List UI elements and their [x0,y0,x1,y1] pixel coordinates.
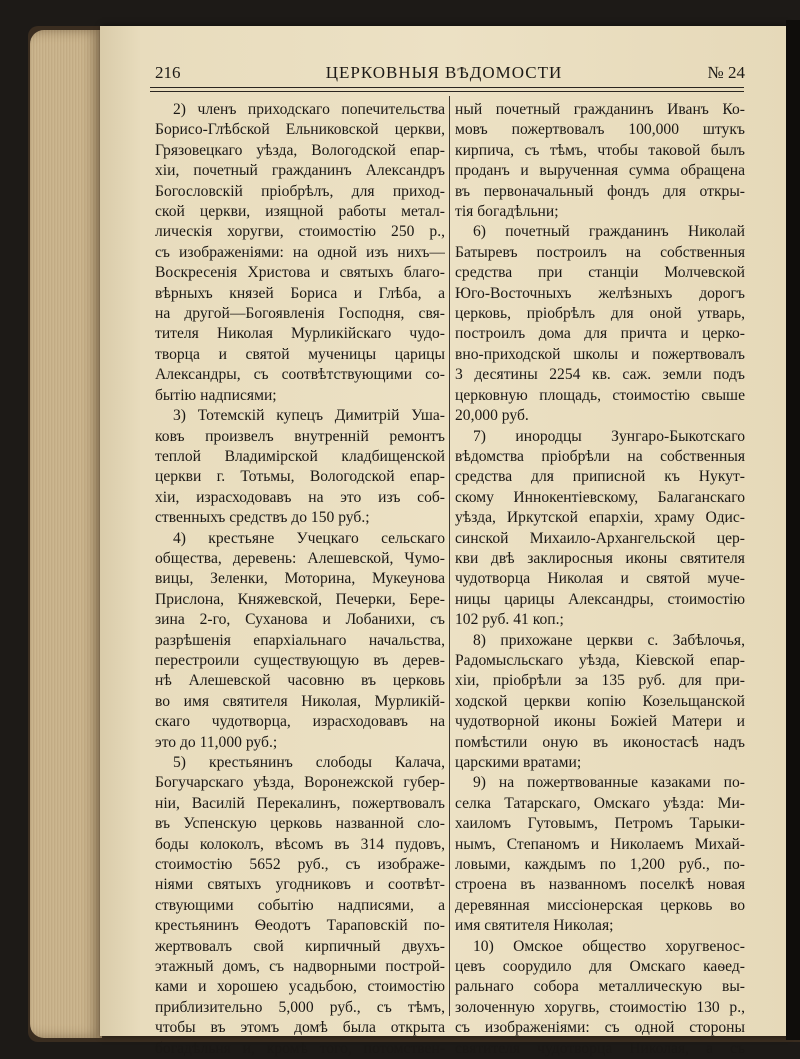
text-line: Богословскій пріобрѣлъ, для приход- [155,182,445,200]
text-line: скаго чудотворца, израсходовавъ на [155,713,445,731]
text-line: 6) почетный гражданинъ Николай [473,223,745,241]
text-line: строена въ названномъ поселкѣ новая [455,876,745,894]
text-line: 4) крестьяне Учецкаго сельскаго [173,529,445,547]
text-line: хіи, израсходовавъ на это изъ соб- [155,488,445,506]
text-line: общества, деревень: Алешевской, Чумо- [155,549,445,567]
text-line: 10) Омское общество хоругвенос- [473,937,745,955]
text-line: приблизительно 5,000 руб., съ тѣмъ, [155,998,445,1016]
text-line: съ изображеніями: на одной изъ нихъ— [155,243,445,261]
text-line: творца и святой мученицы царицы [155,345,445,363]
text-line: стоимостію 5652 руб., съ изображе- [155,856,445,874]
text-line: царскими вратами; [455,754,582,771]
text-line: боды колоколъ, вѣсомъ въ 314 пудовъ, [155,835,445,853]
text-line: 5) крестьянинъ слободы Калача, [173,754,445,771]
text-line: тія богадѣльни; [455,203,559,221]
text-line: вно-приходской школы и пожертвовалъ [455,345,745,363]
text-line: Борисо-Глѣбской Ельниковской церкви, [155,121,445,139]
text-line: жертвовалъ свой кирпичный двухъ- [155,937,445,955]
text-line: Богучарскаго уѣзда, Воронежской губер- [155,774,445,792]
text-line: ковъ произвелъ внутренній ремонтъ [155,427,445,445]
text-line: 7) инородцы Зунгаро-Быкотскаго [473,427,745,445]
issue-number: № 24 [707,63,745,82]
text-line: построилъ дома для причта и церко- [455,325,745,343]
text-line: ской церкви, изящной работы метал- [155,203,445,221]
text-line: 102 руб. 41 коп.; [455,611,564,629]
text-line: крестьянинъ Ѳеодотъ Тараповскій по- [155,917,445,935]
text-line: святителя чудотворца Николая, а съ [455,1039,745,1057]
text-line: селка Татарскаго, Омскаго уѣзда: Ми- [455,794,745,812]
left-column [155,100,445,1057]
text-line: бытію надписями; [155,386,277,404]
text-line: это до 11,000 руб.; [155,733,278,751]
text-line: проданъ и вырученная сумма обращена [455,162,745,180]
text-line: хіи, почетный гражданинъ Александръ [155,162,445,180]
text-line: нѣ Алешевской часовню въ церковь [155,672,445,690]
text-line: ницы царицы Александры, стоимостію [455,590,745,608]
text-line: вѣрныхъ князей Бориса и Глѣба, а [155,284,445,302]
text-line: Радомысльскаго уѣзда, Кіевской епар- [455,651,745,669]
text-line: въ первоначальный фондъ для откры- [455,182,745,200]
text-line: 9) на пожертвованные казаками по- [473,774,745,792]
text-line: перестроили существующую въ дерев- [155,651,445,669]
text-line: средства для приписной къ Нукут- [455,468,745,486]
text-line: Прислона, Княжевской, Печерки, Бере- [155,590,445,608]
column-divider [449,96,450,1016]
text-line: этажный домъ, съ надворными построй- [155,958,445,976]
text-line: ральнаго собора металлическую вы- [455,978,745,996]
text-line: уѣзда, Иркутской епархіи, храму Одис- [455,509,745,527]
text-line: въ Успенскую церковь названной сло- [155,815,445,833]
text-line: деревянная миссіонерская церковь во [455,896,745,914]
text-line: имя святителя Николая; [455,917,614,935]
text-line: лическія хоругви, стоимостію 250 р., [155,223,445,241]
text-line: хаиломъ Гутовымъ, Петромъ Тарыки- [455,815,745,833]
text-line: ніями святыхъ угодниковъ и соотвѣт- [155,876,445,894]
text-line: 3) Тотемскій купецъ Димитрій Уша- [173,407,445,425]
text-line: ніи, Василій Перекалинъ, пожертвовалъ [155,794,445,812]
text-line: золоченную хоругвь, стоимостію 130 р., [455,998,745,1016]
text-line: кирпича, съ тѣмъ, чтобы таковой былъ [455,141,745,159]
text-line: церковную площадь, стоимостію свыше [455,386,745,404]
text-line: вицы, Зеленки, Моторина, Мукеунова [155,570,445,588]
text-line: вѣдомства пріобрѣли на собственныя [455,447,745,465]
text-line: богадѣльня и, кромѣ того, потомствен- [155,1039,445,1057]
text-line: тителя Николая Мурликійскаго чудо- [155,325,445,343]
text-line: Юго-Восточныхъ желѣзныхъ дорогъ [455,284,745,302]
text-line: Воскресенія Христова и святыхъ благо- [155,264,445,282]
text-line: зина 2-го, Суханова и Лобанихи, съ [155,611,445,629]
text-line: ный почетный гражданинъ Иванъ Ко- [455,101,745,118]
text-line: разрѣшенія епархіальнаго начальства, [155,631,445,649]
text-line: помѣстили оную въ иконостасѣ надъ [455,733,745,751]
text-line: 2) членъ приходскаго попечительства [173,101,445,118]
text-line: 3 десятины 2254 кв. саж. земли подъ [455,366,745,384]
text-line: ловыми, каждымъ по 1,200 руб., по- [455,856,745,874]
text-line: синской Михаило-Архангельской цер- [455,529,745,547]
adjacent-page-edge [786,20,800,1040]
text-line: ствующими событію надписями, а [155,896,445,914]
text-line: во имя святителя Николая, Мурликій- [155,692,445,710]
text-line: хіи, пріобрѣли за 135 руб. для при- [455,672,745,690]
text-line: чтобы въ этомъ домѣ была открыта [155,1019,445,1037]
page-edges [30,30,102,1038]
text-line: кви двѣ заклиросныя иконы святителя [455,549,745,567]
text-line: мовъ пожертвовалъ 100,000 штукъ [455,121,745,139]
header-rule-bottom [150,91,744,92]
text-line: средства при станціи Молчевской [455,264,745,282]
text-line: чудотворца Николая и святой муче- [455,570,745,588]
text-line: Грязовецкаго уѣзда, Вологодской епар- [155,141,445,159]
text-line: 20,000 руб. [455,407,529,425]
journal-title: ЦЕРКОВНЫЯ ВѢДОМОСТИ [325,63,563,82]
text-line: церкви г. Тотьмы, Вологодской епар- [155,468,445,486]
text-line: чудотворной иконы Божіей Матери и [455,713,745,731]
header-rule-top [150,87,744,88]
text-line: нымъ, Степаномъ и Николаемъ Михай- [455,835,745,853]
text-line: Александры, съ соотвѣтствующими со- [155,366,445,384]
text-line: 8) прихожане церкви с. Забѣлочья, [473,631,745,649]
text-line: цевъ соорудило для Омскаго каѳед- [455,958,745,976]
page-number: 216 [155,63,181,82]
text-line: теплой Владимірской кладбищенской [155,447,445,465]
running-header [155,60,745,86]
text-line: съ изображеніями: съ одной стороны [455,1019,745,1037]
right-column [455,100,745,1057]
text-line: церковь, пріобрѣлъ для оной утварь, [455,305,745,323]
text-line: Батыревъ построилъ на собственныя [455,243,745,261]
text-line: на другой—Богоявленія Господня, свя- [155,305,445,323]
text-line: ками и хорошею усадьбою, стоимостію [155,978,445,996]
text-line: ходской церкви копію Козельщанской [455,692,745,710]
text-line: ственныхъ средствъ до 150 руб.; [155,509,370,527]
text-line: скому Иннокентіевскому, Балаганскаго [455,488,745,506]
